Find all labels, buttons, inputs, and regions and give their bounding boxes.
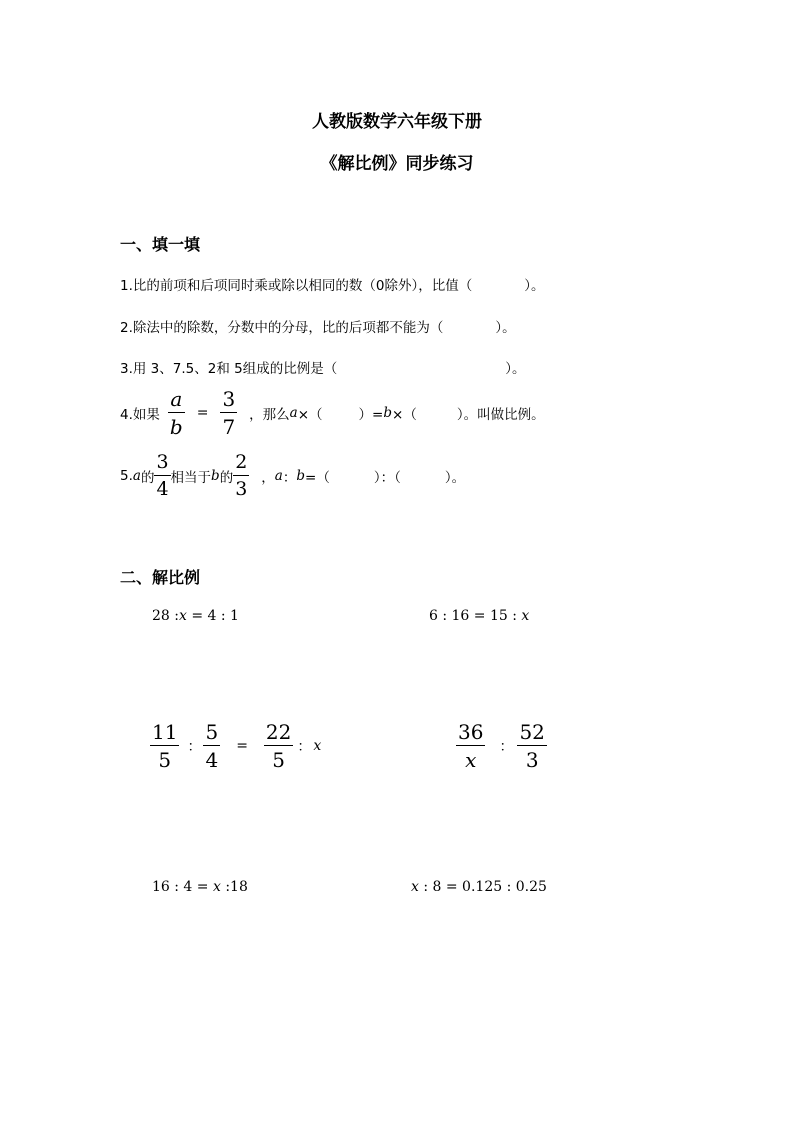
fraction-numerator: 2 — [235, 451, 248, 473]
ratio-b: b — [296, 468, 306, 484]
close-equals: ）= — [358, 407, 384, 423]
fraction-22-over-5 — [264, 722, 293, 770]
fraction-numerator: 3 — [222, 387, 236, 411]
proportion-problem-6 — [411, 879, 547, 895]
fraction-2-over-3 — [233, 453, 249, 499]
question-5-de: 的 — [219, 470, 234, 486]
fraction-denominator: b — [169, 415, 183, 439]
variable-x: x — [313, 738, 322, 754]
question-2-tail: ）。 — [495, 320, 516, 336]
question-1-text: 1.比的前项和后项同时乘或除以相同的数（0除外），比值（ — [120, 278, 473, 294]
fraction-denominator: 7 — [222, 415, 236, 439]
problem-2-left: 6 : 16 = 15 : — [429, 608, 522, 624]
variable-x: x — [411, 879, 419, 895]
variable-b: b — [383, 405, 393, 421]
question-5 — [120, 453, 465, 499]
question-2-text: 2.除法中的除数，分数中的分母，比的后项都不能为（ — [120, 320, 444, 336]
variable-x: x — [521, 608, 530, 624]
ratio-a: a — [274, 468, 283, 484]
question-3-text: 3.用 3、7.5、2和 5组成的比例是（ — [120, 361, 338, 377]
variable-x: x — [178, 608, 187, 624]
question-2 — [120, 316, 516, 336]
page-title: 人教版数学六年级下册 — [312, 112, 482, 132]
question-5-comma: ， — [261, 470, 275, 486]
variable-a: a — [132, 468, 141, 484]
question-4 — [120, 389, 545, 437]
ratio-separator: ）：（ — [373, 470, 401, 486]
problem-5-left: 16 : 4 = — [152, 879, 213, 895]
variable-b: b — [211, 468, 220, 484]
equals-sign: = — [236, 738, 248, 754]
ratio-colon: ： — [187, 739, 202, 755]
problem-6-right: : 8 = 0.125 : 0.25 — [418, 879, 547, 895]
proportion-problem-4 — [456, 722, 547, 770]
fraction-denominator: 4 — [156, 478, 169, 500]
fraction-numerator: a — [170, 387, 183, 411]
fraction-numerator: 11 — [152, 720, 178, 744]
question-1-tail: ）。 — [524, 278, 545, 294]
ratio-colon: ： — [282, 470, 297, 486]
ratio-colon: ： — [499, 739, 514, 755]
variable-x: x — [212, 879, 221, 895]
times-open: ×（ — [297, 407, 323, 423]
page-subtitle: 《解比例》同步练习 — [320, 154, 474, 174]
fraction-numerator: 36 — [458, 720, 484, 744]
fraction-3-over-7 — [220, 389, 237, 437]
question-3 — [120, 357, 525, 377]
section-heading-fill: 一、填一填 — [120, 235, 201, 254]
section-heading-solve: 二、解比例 — [120, 568, 201, 587]
question-1 — [120, 274, 544, 294]
fraction-denominator: 3 — [235, 478, 248, 500]
fraction-3-over-4 — [154, 453, 170, 499]
problem-1-left: 28 : — [152, 608, 179, 624]
question-5-prefix: 5. — [120, 468, 133, 484]
proportion-problem-5 — [152, 879, 248, 895]
fraction-11-over-5 — [150, 722, 179, 770]
ratio-colon: ： — [297, 739, 312, 755]
question-4-tail: ）。叫做比例。 — [456, 407, 545, 423]
question-4-mid: ，那么 — [249, 407, 290, 423]
question-4-prefix: 4.如果 — [120, 407, 160, 423]
fraction-denominator: 4 — [205, 748, 219, 772]
fraction-denominator: 3 — [525, 748, 539, 772]
proportion-problem-2 — [429, 608, 529, 624]
fraction-numerator: 3 — [156, 451, 169, 473]
question-3-tail: ）。 — [505, 361, 526, 377]
fraction-52-over-3 — [517, 722, 546, 770]
fraction-a-over-b — [168, 389, 185, 437]
fraction-numerator: 5 — [205, 720, 219, 744]
question-5-de: 的 — [140, 470, 155, 486]
fraction-36-over-x — [456, 722, 485, 770]
fraction-denominator: x — [465, 748, 477, 772]
question-5-middle: 相当于 — [170, 470, 212, 486]
problem-5-right: :18 — [220, 879, 248, 895]
variable-a: a — [289, 405, 298, 421]
fraction-numerator: 52 — [519, 720, 545, 744]
proportion-problem-1 — [152, 608, 239, 624]
times-open: ×（ — [392, 407, 417, 423]
fraction-numerator: 22 — [265, 720, 292, 744]
proportion-problem-3 — [150, 722, 321, 770]
question-5-tail: ）。 — [444, 470, 466, 486]
equals-sign: = — [196, 405, 209, 421]
fraction-5-over-4 — [203, 722, 220, 770]
problem-1-right: = 4 : 1 — [186, 608, 239, 624]
fraction-denominator: 5 — [158, 748, 172, 772]
fraction-denominator: 5 — [272, 748, 286, 772]
equals-open: =（ — [305, 470, 330, 486]
